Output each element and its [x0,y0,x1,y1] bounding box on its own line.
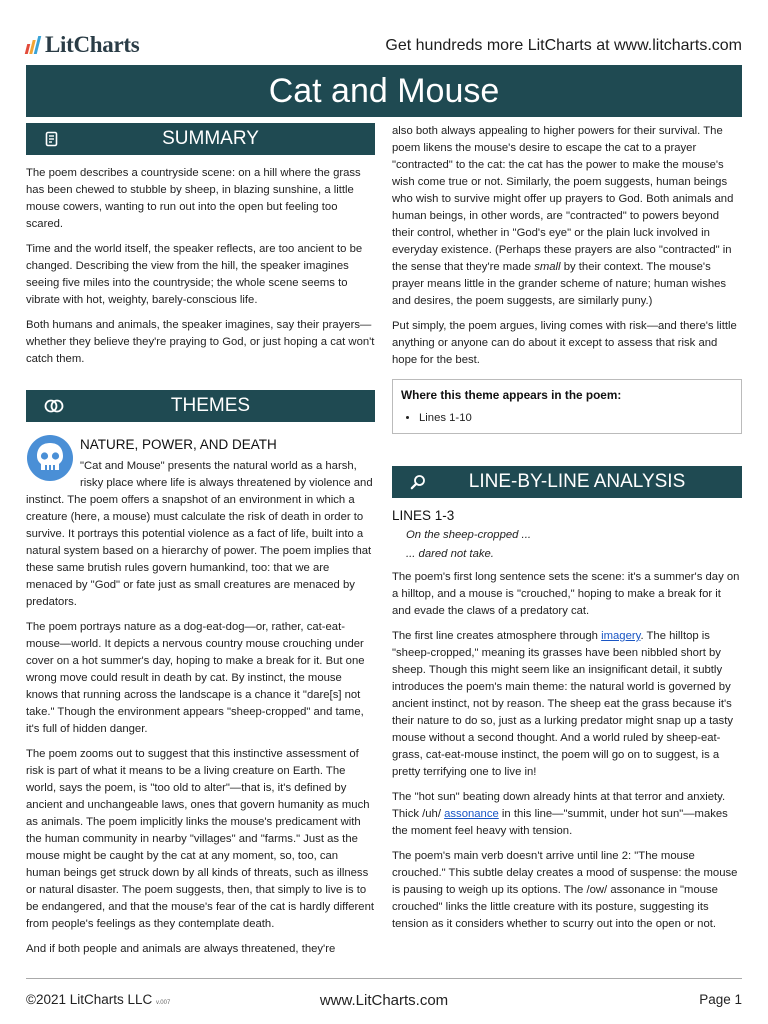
themes-heading: THEMES [170,395,251,416]
theme-paragraph: Put simply, the poem argues, living comes with risk—and there's little anything or anyone can do about it except to assess that risk and hope for the best. [392,320,737,366]
copyright: ©2021 LitCharts LLC v.007 [26,992,171,1007]
assonance-link[interactable]: assonance [444,808,499,820]
analysis-paragraph: The poem's first long sentence sets the scene: it's a summer's day on a hilltop, and a mouse is "crouched," hoping to make a break for it and evade the claws of a predatory cat. [392,571,740,617]
where-theme-list [401,410,731,427]
analysis-header [392,466,742,498]
page-header [26,32,742,62]
right-column [392,123,742,941]
page-title: Cat and Mouse [268,72,500,110]
magnifier-icon [410,474,426,490]
title-bar [26,65,742,117]
imagery-link[interactable]: imagery [601,630,641,642]
promo-text: Get hundreds more LitCharts at www.litcharts.com [385,37,742,54]
quote-line: ... dared not take. [406,548,494,560]
themes-header [26,390,375,422]
theme-block [26,434,375,958]
quote-line: On the sheep-cropped ... [406,529,531,541]
where-theme-item: • Lines 1-10 [419,410,731,427]
summary-body [26,165,375,368]
summary-heading: SUMMARY [162,128,259,149]
summary-paragraph: Time and the world itself, the speaker reflects, are too ancient to be changed. Describing the view from the hill, the speaker imagines seeing five miles into the countryside; the whole scene seems to vibrate with hot, weighty, barely-conscious life. [26,243,363,306]
document-icon [44,131,60,147]
analysis-paragraph: The "hot sun" beating down already hints at that terror and anxiety. Thick /uh/ assonance in this line—"summit, under hot sun"—makes the moment feel heavy with tension. [392,791,728,837]
site-link[interactable]: www.LitCharts.com [319,992,449,1009]
where-theme-title: Where this theme appears in the poem: [401,388,622,402]
page-footer [26,992,742,1012]
analysis-heading: LINE-BY-LINE ANALYSIS [468,471,686,492]
lines-heading: LINES 1-3 [392,508,455,523]
footer-divider [26,978,742,979]
skull-icon [26,434,74,482]
theme-paragraph: And if both people and animals are always threatened, they're [26,943,336,955]
theme-name: NATURE, POWER, AND DEATH [80,437,277,452]
theme-paragraph: The poem zooms out to suggest that this instinctive assessment of risk is part of what it means to be a living creature on Earth. The world, says the poem, is "too old to alter"—that is, it's defined by ancient and unchangeable laws, ones that govern humanity as much as animals. The poem implicitly links the mouse's predicament with the human community in nearby "villages" and "farms." Just as the mouse might be caught by the cat at any moment, so, too, can human beings get struck down by all kinds of threats, such as illness or natural disaster. The poem suggests, then, that simply to live is to be endangered, and that the mouse's fear of the cat is hardly different from people's feelings as they contemplate death. [26,748,374,930]
litcharts-logo[interactable] [26,32,139,58]
summary-paragraph: The poem describes a countryside scene: on a hill where the grass has been chewed to stubble by sheep, in blazing sunshine, a little mouse cowers, wanting to run out into the open but feeling too scared. [26,167,361,230]
analysis-paragraph: The first line creates atmosphere through imagery. The hilltop is "sheep-cropped," meaning its grasses have been nibbled short by sheep. Though this might seem like an insignificant detail, it subtly introduces the poem's main theme: the natural world is governed by ancient instinct, not by reason. The sheep eat the grass because it's their nature to do so, just as a lurking predator might snap up a tasty mouse without a second thought. And a world ruled by sheep-eat-grass, cat-eat-mouse instinct, the poem will go on to suggest, is a pretty terrifying one to live in! [392,630,733,778]
analysis-paragraph: The poem's main verb doesn't arrive until line 2: "The mouse crouched." This subtle delay creates a mood of suspense: the mouse is pausing to weigh up its options. The /ow/ assonance in "mouse crouched" links the little creature with its posture, suggesting its tension as it considers whether to scurry out into the open or not. [392,850,738,930]
summary-header [26,123,375,155]
where-theme-box [392,379,742,434]
logo-text: LitCharts [45,32,140,57]
venn-icon [44,398,64,414]
page-number: Page 1 [699,992,742,1007]
theme-paragraph: "Cat and Mouse" presents the natural world as a harsh, risky place where life is always threatened by violence and instinct. The poem offers a snapshot of an environment in which a creature (here, a mouse) must calculate the risk of death in order to survive. It portrays this potential violence as a fact of life, built into a natural system based on a hierarchy of power. The poem implies that these same brutish rules govern humankind, too: that we are menaced by "God" or fate just as small creatures are menaced by predators. [26,460,373,608]
summary-paragraph: Both humans and animals, the speaker imagines, say their prayers—whether they believe they're praying to God, or just hoping a cat won't catch them. [26,319,375,365]
theme-paragraph: The poem portrays nature as a dog-eat-dog—or, rather, cat-eat-mouse—world. It depicts a nervous country mouse crouching under cover on a hot summer's day, hoping to make a break for it. But one wrong move could result in death by cat. By instinct, the mouse knows that running across the landscape is a chance it "dare[s] not take." Though the environment appears "sheep-cropped" and tame, it's full of hidden danger. [26,621,365,735]
version-label: v.007 [156,1000,171,1006]
logo-bars-icon [26,36,39,54]
theme-paragraph-continued: also both always appealing to higher powers for their survival. The poem likens the mouse's desire to escape the cat to a prayer "contracted" to the cat: the cat has the power to make the mouse's wish come true or not. Similarly, the poem suggests, human beings who wish to survive might offer up prayers to God. Both animals and human beings, in other words, are "contracted" to powers beyond their control, whether in "God's eye" or the plain luck involved in everyday existence. (Perhaps these prayers are also "contracted" in the sense that they're made small by their context. The mouse's prayer means little in the grander scheme of nature; human wishes and desires, the poem suggests, are similarly puny.) [392,125,734,307]
left-column [26,123,375,966]
